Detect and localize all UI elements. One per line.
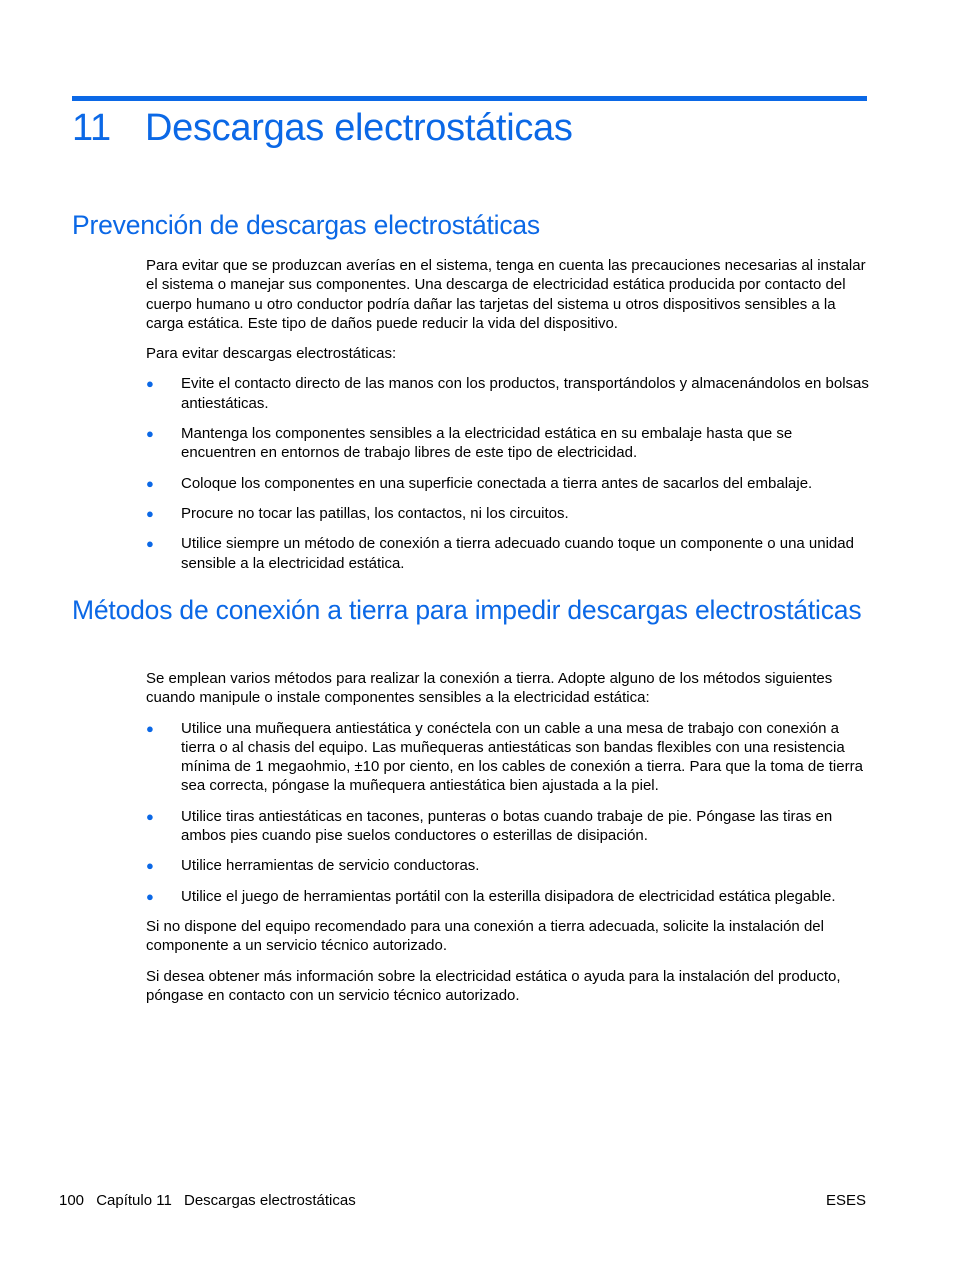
bullet-icon: ● bbox=[146, 475, 154, 491]
bullet-icon: ● bbox=[146, 536, 154, 552]
chapter-title-text: Descargas electrostáticas bbox=[145, 107, 573, 149]
section-lead: Para evitar descargas electrostáticas: bbox=[146, 345, 397, 363]
section-intro: Para evitar que se produzcan averías en el sistema, tenga en cuenta las precauciones necesarias al instalar el sistema o manejar sus componentes. Una descarga de electricidad estática producida por contacto del cuerpo humano u otro conductor podría dañar las tarjetas del sistema u otros dispositivos sensibles a la carga estática. Este tipo de daños puede reducir la vida del dispositivo. bbox=[146, 257, 866, 332]
note-paragraph: Si no dispone del equipo recomendado para una conexión a tierra adecuada, solicite la instalación del componente a un servicio técnico autorizado. bbox=[146, 917, 824, 955]
page-number: 100 bbox=[59, 1192, 85, 1209]
chapter-rule bbox=[72, 96, 867, 101]
section-heading-grounding: Métodos de conexión a tierra para impedir descargas electrostáticas bbox=[72, 595, 862, 625]
section-prevention-body bbox=[146, 256, 871, 584]
section-intro: Se emplean varios métodos para realizar la conexión a tierra. Adopte alguno de los métodos siguientes cuando manipule o instale componentes sensibles a la electricidad estática: bbox=[146, 670, 833, 707]
chapter-number: 11 bbox=[72, 107, 111, 149]
bullet-icon: ● bbox=[146, 720, 154, 736]
list-item: ● Mantenga los componentes sensibles a la electricidad estática en su embalaje hasta que se encuentren en entornos de trabajo libres de este tipo de electricidad. bbox=[146, 425, 793, 462]
bullet-list bbox=[146, 719, 871, 906]
bullet-icon: ● bbox=[146, 858, 154, 874]
bullet-list bbox=[146, 374, 871, 572]
bullet-icon: ● bbox=[146, 505, 154, 521]
list-item: ● Utilice herramientas de servicio conductoras. bbox=[146, 857, 480, 875]
list-item: ● Evite el contacto directo de las manos con los productos, transportándolos y almacenándolos en bolsas antiestáticas. bbox=[146, 375, 869, 412]
note-paragraph: Si desea obtener más información sobre la electricidad estática o ayuda para la instalación del producto, póngase en contacto con un servicio técnico autorizado. bbox=[146, 967, 841, 1004]
bullet-icon: ● bbox=[146, 808, 154, 824]
footer-left bbox=[59, 1191, 364, 1210]
section-grounding-body bbox=[146, 669, 871, 1016]
footer-chapter-title: Descargas electrostáticas bbox=[183, 1192, 356, 1209]
footer-chapter-label: Capítulo 11 bbox=[96, 1192, 172, 1209]
list-item: ● Utilice siempre un método de conexión a tierra adecuado cuando toque un componente o una unidad sensible a la electricidad estática. bbox=[146, 535, 854, 572]
bullet-icon: ● bbox=[146, 376, 154, 392]
bullet-icon: ● bbox=[146, 888, 154, 904]
footer-locale: ESES bbox=[825, 1192, 866, 1209]
list-item: ● Utilice el juego de herramientas portátil con la esterilla disipadora de electricidad estática plegable. bbox=[146, 887, 836, 905]
section-heading-prevention: Prevención de descargas electrostáticas bbox=[72, 210, 540, 240]
list-item: ● Procure no tocar las patillas, los contactos, ni los circuitos. bbox=[146, 504, 569, 522]
chapter-title bbox=[72, 104, 573, 152]
list-item: ● Utilice una muñequera antiestática y conéctela con un cable a una mesa de trabajo con conexión a tierra o al chasis del equipo. Las muñequeras antiestáticas son bandas flexibles con una resistencia mínima de 1 megaohmio, ±10 por ciento, en los cables de conexión a tierra. Para que la toma de tierra sea correcta, póngase la muñequera antiestática bien ajustada a la piel. bbox=[146, 719, 863, 795]
list-item: ● Utilice tiras antiestáticas en tacones, punteras o botas cuando trabaje de pie. Póngase las tiras en ambos pies cuando pise suelos conductores o esterillas de disipación. bbox=[146, 807, 833, 845]
bullet-icon: ● bbox=[146, 426, 154, 442]
list-item: ● Coloque los componentes en una superficie conectada a tierra antes de sacarlos del embalaje. bbox=[146, 474, 813, 492]
